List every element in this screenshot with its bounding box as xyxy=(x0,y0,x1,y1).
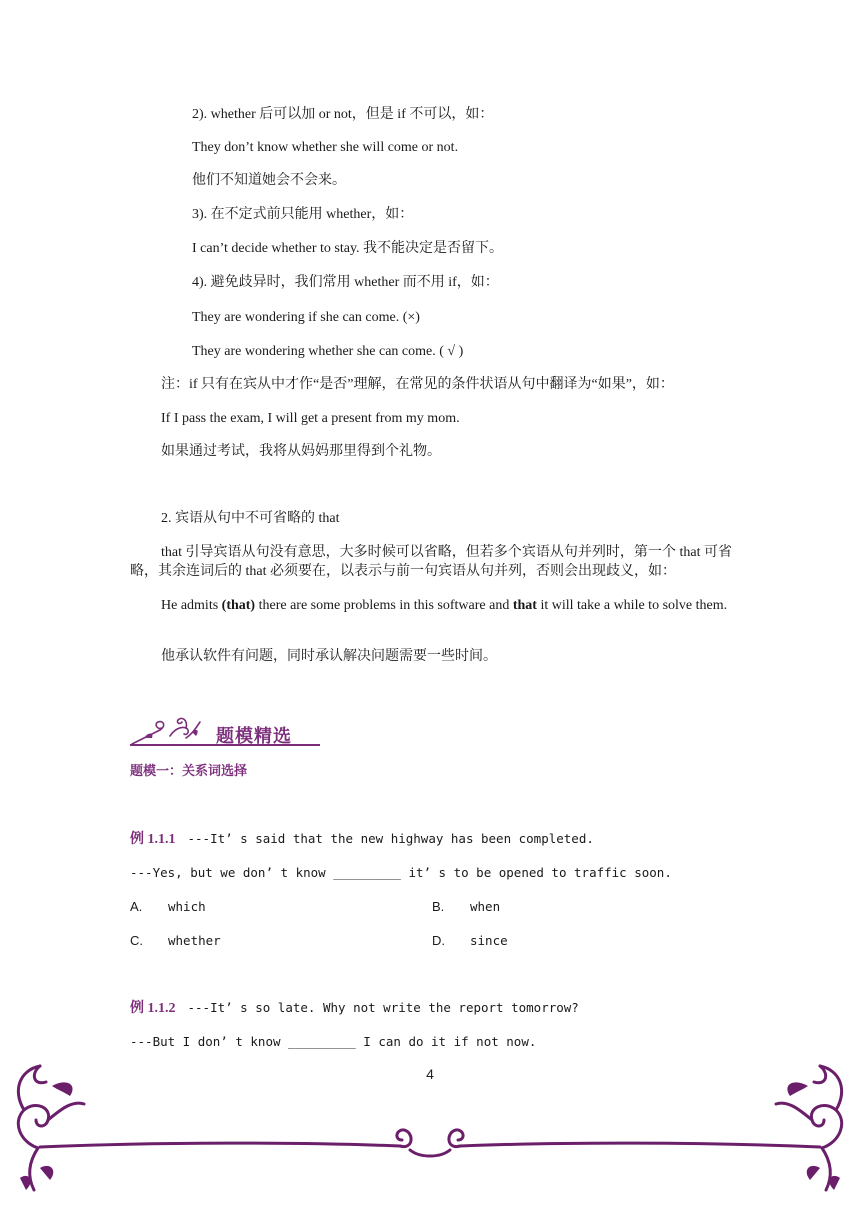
rule-4-title: 4). 避免歧异时，我们常用 whether 而不用 if，如： xyxy=(192,275,499,290)
example-1-1-1-line-1 xyxy=(130,830,594,849)
example-question: ---It’ s so late. Why not write the report tomorrow? xyxy=(187,1000,579,1015)
example-1-1-2-line-2: ---But I don’ t know _________ I can do it if not now. xyxy=(130,1034,537,1049)
example-label: 例 1.1.1 xyxy=(130,832,176,847)
section-2-example-cn: 他承认软件有问题，同时承认解决问题需要一些时间。 xyxy=(161,649,497,664)
rule-3-example: I can’t decide whether to stay. 我不能决定是否留下。 xyxy=(192,241,504,256)
option-text: since xyxy=(470,933,508,948)
note-text: 注：if 只有在宾从中才作“是否”理解，在常见的条件状语从句中翻译为“如果”，如： xyxy=(161,377,674,392)
note-example-en: If I pass the exam, I will get a present from my mom. xyxy=(161,411,460,426)
example-1-1-2-line-1 xyxy=(130,999,579,1018)
example-text: He admits xyxy=(161,598,222,613)
rule-2-example-cn: 他们不知道她会不会来。 xyxy=(192,173,346,188)
example-text: there are some problems in this software and xyxy=(255,598,513,613)
section-2-body: that 引导宾语从句没有意思，大多时候可以省略，但若多个宾语从句并列时，第一个 that 可省略，其余连词后的 that 必须要在，以表示与前一句宾语从句并列，否则会出现歧义，如： xyxy=(130,545,732,579)
option-c[interactable] xyxy=(130,932,221,951)
example-bold-that-required: that xyxy=(512,598,537,613)
rule-2-example-en: They don’t know whether she will come or not. xyxy=(192,140,459,155)
option-b[interactable] xyxy=(432,898,500,917)
practice-section-title-text: 题模精选 xyxy=(216,726,292,747)
option-text: whether xyxy=(168,933,221,948)
option-text: which xyxy=(168,899,206,914)
example-bold-that-optional: (that) xyxy=(221,598,256,613)
option-d[interactable] xyxy=(432,932,508,951)
section-2-heading: 2. 宾语从句中不可省略的 that xyxy=(161,511,340,526)
option-a[interactable] xyxy=(130,898,206,917)
option-letter: C. xyxy=(130,933,143,948)
option-letter: B. xyxy=(432,899,445,914)
note-example-cn: 如果通过考试，我将从妈妈那里得到个礼物。 xyxy=(161,444,441,459)
option-text: when xyxy=(470,899,501,914)
rule-4-example-wrong: They are wondering if she can come. (×) xyxy=(192,310,420,325)
practice-section-title xyxy=(130,712,320,746)
practice-subtitle: 题模一：关系词选择 xyxy=(130,764,248,779)
rule-3-title: 3). 在不定式前只能用 whether，如： xyxy=(192,207,414,222)
option-letter: A. xyxy=(130,899,143,914)
example-label: 例 1.1.2 xyxy=(130,1001,176,1016)
example-text: it will take a while to solve them. xyxy=(536,598,728,613)
rule-4-example-right: They are wondering whether she can come. ( √ ) xyxy=(192,344,464,359)
section-2-example-en xyxy=(130,596,732,615)
rule-2-title: 2). whether 后可以加 or not，但是 if 不可以，如： xyxy=(192,107,494,122)
page-number: 4 xyxy=(426,1066,434,1082)
option-letter: D. xyxy=(432,933,445,948)
example-1-1-1-line-2: ---Yes, but we don’ t know _________ it’ s to be opened to traffic soon. xyxy=(130,865,672,880)
example-question: ---It’ s said that the new highway has been completed. xyxy=(187,831,594,846)
